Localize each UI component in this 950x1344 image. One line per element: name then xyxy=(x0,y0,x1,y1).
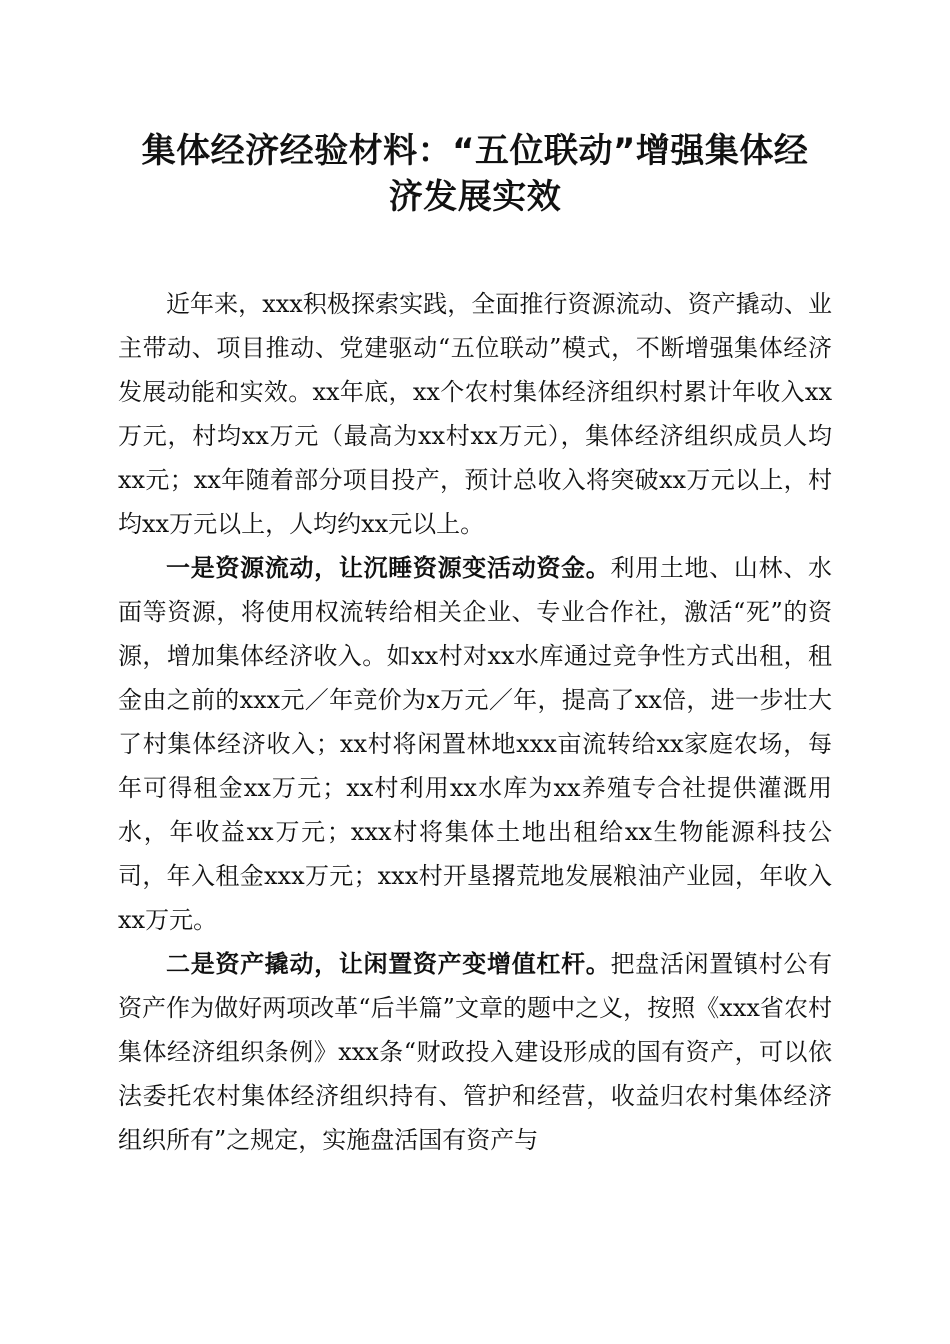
paragraph-text: 把盘活闲置镇村公有资产作为做好两项改革“后半篇”文章的题中之义，按照《xxx省农村集体经济组织条例》xxx条“财政投入建设形成的国有资产，可以依法委托农村集体经济组织持有、管护和经营，收益归农村集体经济组织所有”之规定，实施盘活国有资产与 xyxy=(118,950,833,1154)
paragraph-asset-leverage xyxy=(118,942,832,1162)
paragraph-text: 近年来，xxx积极探索实践，全面推行资源流动、资产撬动、业主带动、项目推动、党建驱动“五位联动”模式，不断增强集体经济发展动能和实效。xx年底，xx个农村集体经济组织村累计年收入xx万元，村均xx万元（最高为xx村xx万元），集体经济组织成员人均xx元；xx年随着部分项目投产，预计总收入将突破xx万元以上，村均xx万元以上，人均约xx元以上。 xyxy=(118,290,832,538)
paragraph-text: 利用土地、山林、水面等资源，将使用权流转给相关企业、专业合作社，激活“死”的资源，增加集体经济收入。如xx村对xx水库通过竞争性方式出租，租金由之前的xxx元／年竞价为x万元／年，提高了xx倍，进一步壮大了村集体经济收入；xx村将闲置林地xxx亩流转给xx家庭农场，每年可得租金xx万元；xx村利用xx水库为xx养殖专合社提供灌溉用水，年收益xx万元；xxx村将集体土地出租给xx生物能源科技公司，年入租金xxx万元；xxx村开垦撂荒地发展粮油产业园，年收入xx万元。 xyxy=(118,554,833,934)
paragraph-lead: 一是资源流动，让沉睡资源变活动资金。 xyxy=(166,553,611,582)
title-line-1: 集体经济经验材料：“五位联动”增强集体经 xyxy=(141,131,809,171)
title-line-2: 济发展实效 xyxy=(388,177,562,217)
document-body xyxy=(118,282,832,1162)
document-title xyxy=(118,128,832,220)
paragraph-intro xyxy=(118,282,832,546)
paragraph-resource-flow xyxy=(118,546,832,942)
paragraph-lead: 二是资产撬动，让闲置资产变增值杠杆。 xyxy=(166,949,611,978)
